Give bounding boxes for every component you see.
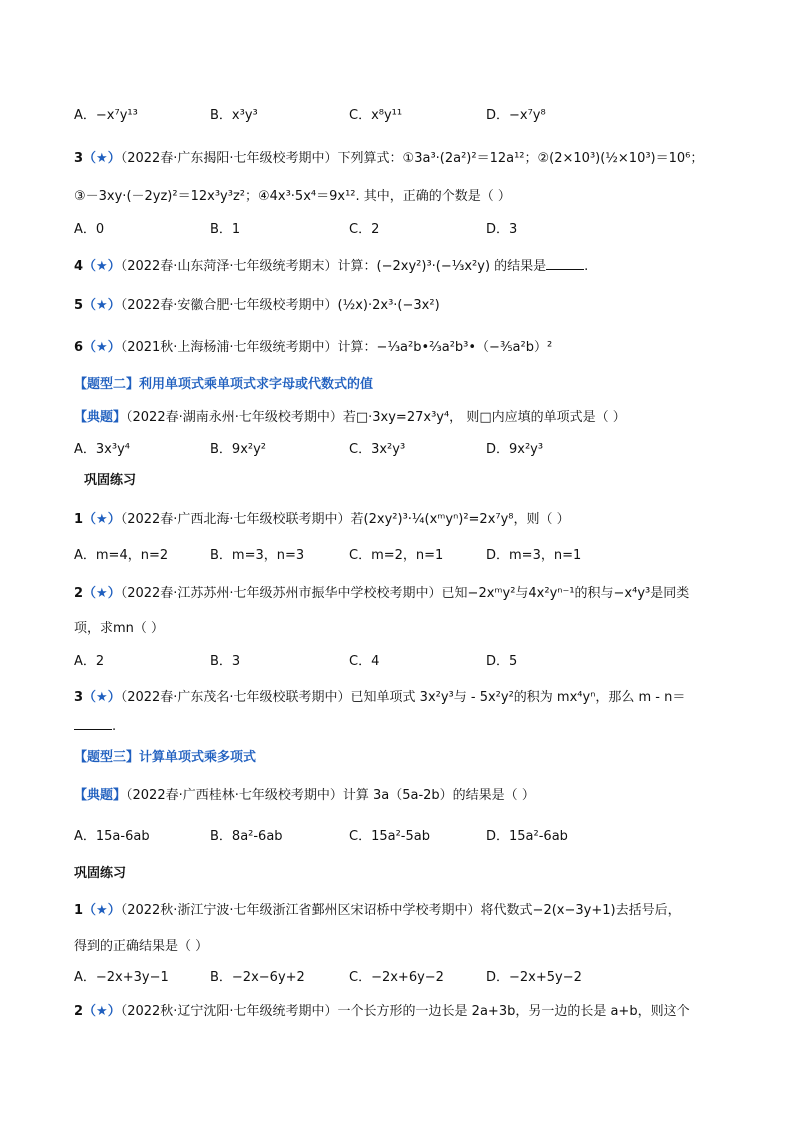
practice-question-1 bbox=[74, 510, 570, 530]
option-d: D．m=3，n=1 bbox=[486, 548, 582, 563]
question-number: 5 bbox=[74, 298, 84, 313]
question-number: 3 bbox=[74, 151, 84, 166]
question-text: （2022春·湖南永州·七年级校考期中）若□·3xy=27x³y⁴， 则□内应填的单项式是（ ） bbox=[126, 410, 626, 425]
answer-options bbox=[74, 968, 734, 988]
difficulty-star-icon: （★） bbox=[83, 298, 121, 313]
question-6 bbox=[74, 338, 552, 358]
answer-blank bbox=[74, 716, 112, 730]
option-c: C．−2x+6y−2 bbox=[349, 970, 444, 985]
option-a: A．15a-6ab bbox=[74, 829, 150, 844]
practice-question-2-line-2: 项，求mn（ ） bbox=[74, 621, 165, 636]
question-4 bbox=[74, 256, 588, 277]
question-number: 1 bbox=[74, 512, 84, 527]
practice-question-1 bbox=[74, 901, 681, 921]
practice-question-2 bbox=[74, 584, 689, 604]
option-c: C．3x²y³ bbox=[349, 442, 406, 457]
option-b: B．m=3，n=3 bbox=[210, 548, 305, 563]
practice-question-1-line-2: 得到的正确结果是（ ） bbox=[74, 939, 209, 954]
section-heading-3: 【题型三】计算单项式乘多项式 bbox=[74, 750, 257, 765]
practice-question-2 bbox=[74, 1002, 690, 1022]
option-c: C．15a²-5ab bbox=[349, 829, 430, 844]
answer-options bbox=[74, 106, 734, 126]
option-c: C．4 bbox=[349, 654, 380, 669]
question-text: （2022春·广西桂林·七年级校考期中）计算 3a（5a-2b）的结果是（ ） bbox=[126, 788, 535, 803]
question-5 bbox=[74, 296, 440, 316]
option-c: C．x⁸y¹¹ bbox=[349, 108, 403, 123]
practice-question-3 bbox=[74, 688, 685, 708]
option-c: C．m=2，n=1 bbox=[349, 548, 444, 563]
option-a: A．−x⁷y¹³ bbox=[74, 108, 138, 123]
option-b: B．8a²-6ab bbox=[210, 829, 283, 844]
question-text: （2022春·安徽合肥·七年级校考期中）(½x)·2x³·(−3x²) bbox=[120, 298, 440, 313]
answer-options bbox=[74, 546, 734, 566]
example-tag: 【典题】 bbox=[74, 788, 127, 803]
question-tail: . bbox=[584, 259, 589, 274]
question-number: 4 bbox=[74, 259, 84, 274]
answer-options bbox=[74, 827, 734, 847]
question-text: （2022春·山东菏泽·七年级统考期末）计算：(−2xy²)³·(−⅓x²y) 的结果是 bbox=[120, 259, 547, 274]
question-text: （2022春·广东茂名·七年级校联考期中）已知单项式 3x²y³与 - 5x²y²的积为 mx⁴yⁿ，那么 m - n＝ bbox=[120, 690, 686, 705]
option-a: A．2 bbox=[74, 654, 105, 669]
example-question-2 bbox=[74, 408, 626, 428]
question-text: （2022秋·浙江宁波·七年级浙江省鄞州区宋诏桥中学校考期中）将代数式−2(x−3y+1)去括号后， bbox=[120, 903, 681, 918]
answer-options bbox=[74, 440, 734, 460]
answer-blank bbox=[546, 256, 584, 270]
option-b: B．9x²y² bbox=[210, 442, 266, 457]
example-question-3 bbox=[74, 786, 535, 806]
question-text: （2021秋·上海杨浦·七年级统考期中）计算：−⅓a²b•⅔a²b³•（−⅗a²b）² bbox=[120, 340, 553, 355]
option-a: A．m=4，n=2 bbox=[74, 548, 169, 563]
option-a: A．0 bbox=[74, 222, 105, 237]
question-number: 2 bbox=[74, 586, 84, 601]
question-tail: . bbox=[112, 719, 117, 734]
difficulty-star-icon: （★） bbox=[83, 512, 121, 527]
question-number: 2 bbox=[74, 1004, 84, 1019]
option-a: A．3x³y⁴ bbox=[74, 442, 130, 457]
example-tag: 【典题】 bbox=[74, 410, 127, 425]
option-d: D．9x²y³ bbox=[486, 442, 544, 457]
question-number: 1 bbox=[74, 903, 84, 918]
option-b: B．1 bbox=[210, 222, 241, 237]
question-3-line-2: ③－3xy·(－2yz)²＝12x³y³z²；④4x³·5x⁴＝9x¹². 其中，正确的个数是（ ） bbox=[74, 189, 511, 204]
difficulty-star-icon: （★） bbox=[83, 903, 121, 918]
practice-question-3-line-2 bbox=[74, 716, 116, 737]
practice-heading: 巩固练习 bbox=[74, 866, 127, 881]
option-c: C．2 bbox=[349, 222, 380, 237]
difficulty-star-icon: （★） bbox=[83, 690, 121, 705]
difficulty-star-icon: （★） bbox=[83, 586, 121, 601]
question-3 bbox=[74, 149, 703, 169]
question-number: 6 bbox=[74, 340, 84, 355]
option-a: A．−2x+3y−1 bbox=[74, 970, 169, 985]
difficulty-star-icon: （★） bbox=[83, 151, 121, 166]
option-d: D．−x⁷y⁸ bbox=[486, 108, 546, 123]
question-number: 3 bbox=[74, 690, 84, 705]
answer-options bbox=[74, 220, 734, 240]
difficulty-star-icon: （★） bbox=[83, 1004, 121, 1019]
option-d: D．3 bbox=[486, 222, 518, 237]
question-text: （2022春·广西北海·七年级校联考期中）若(2xy²)³·¼(xᵐyⁿ)²=2x⁷y⁸，则（ ） bbox=[120, 512, 570, 527]
option-b: B．3 bbox=[210, 654, 241, 669]
option-b: B．x³y³ bbox=[210, 108, 258, 123]
option-d: D．−2x+5y−2 bbox=[486, 970, 582, 985]
difficulty-star-icon: （★） bbox=[83, 259, 121, 274]
question-text: （2022秋·辽宁沈阳·七年级统考期中）一个长方形的一边长是 2a+3b，另一边的长是 a+b，则这个 bbox=[120, 1004, 690, 1019]
answer-options bbox=[74, 652, 734, 672]
option-d: D．5 bbox=[486, 654, 518, 669]
difficulty-star-icon: （★） bbox=[83, 340, 121, 355]
question-text: （2022春·广东揭阳·七年级校考期中）下列算式：①3a³·(2a²)²＝12a¹²；②(2×10³)(½×10³)＝10⁶； bbox=[120, 151, 704, 166]
question-text: （2022春·江苏苏州·七年级苏州市振华中学校校考期中）已知−2xᵐy²与4x²yⁿ⁻¹的积与−x⁴y³是同类 bbox=[120, 586, 690, 601]
practice-heading: 巩固练习 bbox=[84, 473, 137, 488]
section-heading-2: 【题型二】利用单项式乘单项式求字母或代数式的值 bbox=[74, 377, 374, 392]
option-d: D．15a²-6ab bbox=[486, 829, 568, 844]
option-b: B．−2x−6y+2 bbox=[210, 970, 305, 985]
